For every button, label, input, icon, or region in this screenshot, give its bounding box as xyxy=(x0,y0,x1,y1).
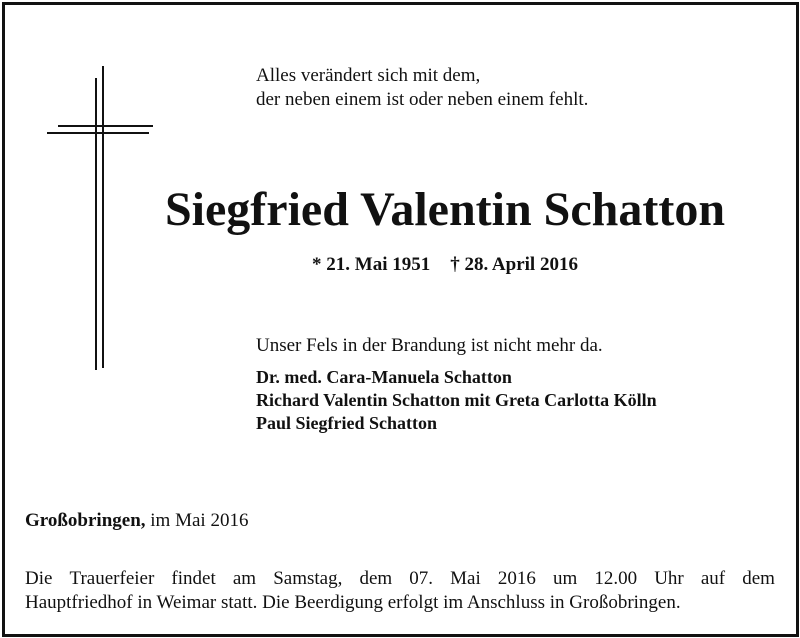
farewell-message: Unser Fels in der Brandung ist nicht mehr da. xyxy=(256,335,603,356)
service-word: findet xyxy=(171,568,216,589)
service-word: Samstag, xyxy=(273,568,343,589)
service-line-2: Hauptfriedhof in Weimar statt. Die Beerdigung erfolgt im Anschluss in Großobringen. xyxy=(25,592,681,613)
service-word: 12.00 xyxy=(594,568,638,589)
quote-line-2: der neben einem ist oder neben einem fehlt. xyxy=(256,89,589,110)
cross-horizontal-beam-bottom xyxy=(47,132,149,134)
life-dates xyxy=(0,254,800,276)
date: im Mai 2016 xyxy=(150,510,249,531)
place-and-date xyxy=(25,510,248,532)
service-word: um xyxy=(552,568,578,589)
service-word: auf xyxy=(700,568,726,589)
mourner-name: Richard Valentin Schatton mit Greta Carlotta Kölln xyxy=(256,390,657,410)
birth-date: * 21. Mai 1951 xyxy=(312,254,431,275)
service-word: dem xyxy=(359,568,393,589)
service-word: 2016 xyxy=(497,568,536,589)
mourner-name: Paul Siegfried Schatton xyxy=(256,413,438,433)
service-word: 07. xyxy=(409,568,434,589)
service-word: Uhr xyxy=(654,568,684,589)
service-word: Die xyxy=(25,568,53,589)
cross-horizontal-beam-top xyxy=(58,125,153,127)
mourner-name: Dr. med. Cara-Manuela Schatton xyxy=(256,367,512,387)
death-date: † 28. April 2016 xyxy=(450,254,578,275)
service-word: Mai xyxy=(450,568,481,589)
service-word: Trauerfeier xyxy=(69,568,155,589)
service-line-1 xyxy=(25,567,775,591)
service-word: dem xyxy=(742,568,775,589)
funeral-service-info xyxy=(25,567,775,615)
deceased-name: Siegfried Valentin Schatton xyxy=(164,183,726,236)
mourners-list xyxy=(256,366,657,435)
service-word: am xyxy=(232,568,257,589)
place: Großobringen, xyxy=(25,510,146,531)
memorial-quote xyxy=(256,64,588,112)
quote-line-1: Alles verändert sich mit dem, xyxy=(256,65,481,86)
